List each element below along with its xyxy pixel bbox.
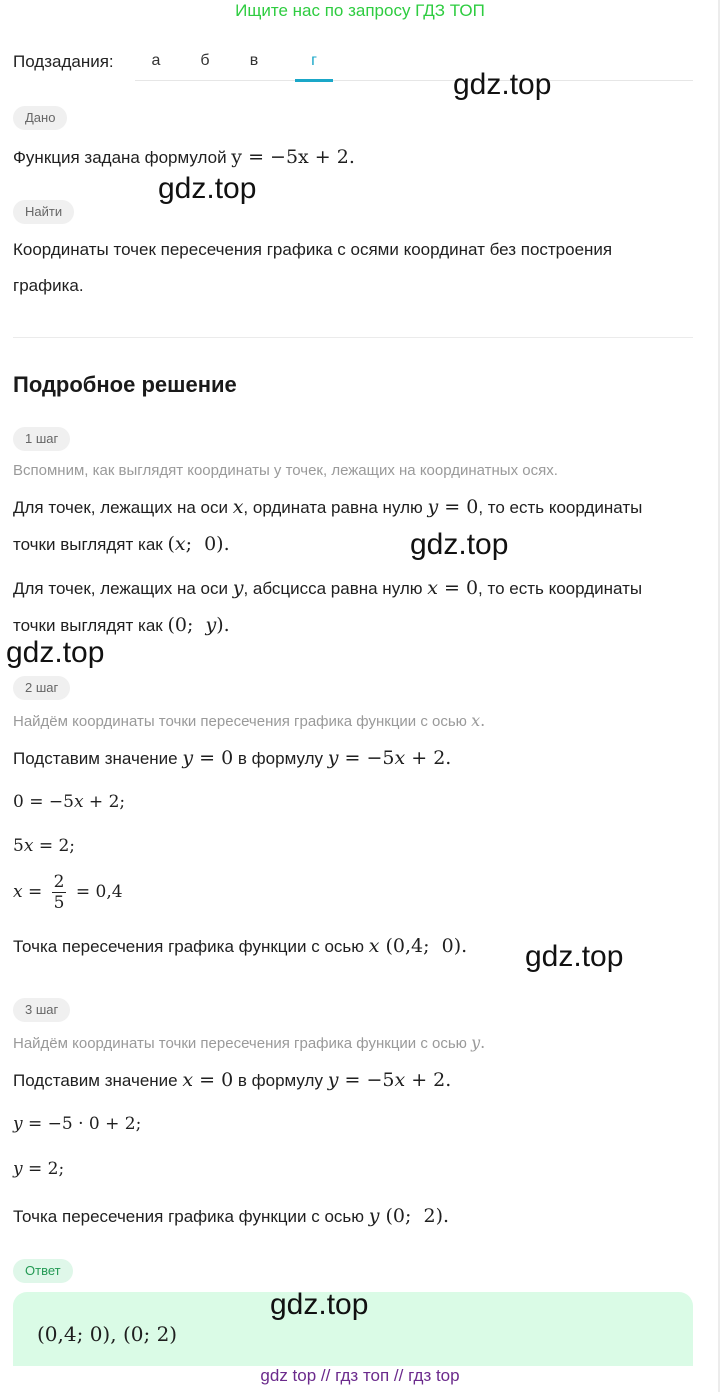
step-3-eq-1: y = −5 · 0 + 2; xyxy=(13,1114,142,1134)
text: , абсцисса равна нулю xyxy=(243,579,423,598)
watermark: gdz.top xyxy=(453,68,552,101)
watermark: gdz.top xyxy=(158,172,257,205)
text: , то есть координаты xyxy=(478,579,643,598)
watermark: gdz.top xyxy=(525,940,624,973)
text: , то есть координаты xyxy=(478,498,643,517)
step-1-p1-line2: точки выглядят как (x; 0). xyxy=(13,533,230,555)
subtasks-bar xyxy=(13,46,693,82)
given-line xyxy=(13,146,355,168)
step-2-eq-1: 0 = −5x + 2; xyxy=(13,792,126,812)
answer-value: (0,4; 0), (0; 2) xyxy=(37,1322,178,1346)
given-formula: y = −5x + 2. xyxy=(231,146,355,168)
text: в формулу xyxy=(237,749,323,768)
step-2-eq-2: 5x = 2; xyxy=(13,836,76,856)
tab-v[interactable]: в xyxy=(249,52,259,69)
text: Подставим значение xyxy=(13,1071,178,1090)
tab-b[interactable]: б xyxy=(200,52,210,69)
tab-g-label: г xyxy=(311,52,317,69)
step-2-result: Точка пересечения графика функции с осью x (0,4; 0). xyxy=(13,935,468,957)
step-2-substitute: Подставим значение y = 0 в формулу y = −5x + 2. xyxy=(13,747,452,769)
step-1-p1-line1: Для точек, лежащих на оси x, ордината равна нулю y = 0, то есть координаты xyxy=(13,496,643,518)
footer-links[interactable]: gdz top // гдз топ // гдз top xyxy=(260,1366,460,1385)
watermark: gdz.top xyxy=(410,528,509,561)
answer-pill: Ответ xyxy=(13,1259,73,1283)
active-tab-underline xyxy=(295,79,333,82)
text: в формулу xyxy=(237,1071,323,1090)
step-1-p2-line2: точки выглядят как (0; y). xyxy=(13,614,230,636)
tab-a[interactable]: а xyxy=(151,52,161,69)
text: Точка пересечения графика функции с осью xyxy=(13,1207,365,1226)
subtasks-label: Подзадания: xyxy=(13,52,114,71)
text: Для точек, лежащих на оси xyxy=(13,498,228,517)
find-line-1: Координаты точек пересечения графика с осями координат без построения xyxy=(13,240,613,259)
step-2-eq-3: x = $\frac{2}{5}$ = 0,4 xyxy=(13,872,123,913)
text: точки выглядят как xyxy=(13,616,163,635)
step-1-pill: 1 шаг xyxy=(13,427,70,451)
text: Подставим значение xyxy=(13,749,178,768)
solution-title: Подробное решение xyxy=(13,372,237,397)
given-pill: Дано xyxy=(13,106,67,130)
watermark: gdz.top xyxy=(270,1288,369,1321)
text: , ордината равна нулю xyxy=(243,498,423,517)
step-3-result: Точка пересечения графика функции с осью y (0; 2). xyxy=(13,1205,450,1227)
step-3-pill: 3 шаг xyxy=(13,998,70,1022)
step-2-hint: Найдём координаты точки пересечения графика функции с осью x. xyxy=(13,711,486,730)
text: Найдём координаты точки пересечения графика функции с осью xyxy=(13,713,467,730)
step-1-p2-line1: Для точек, лежащих на оси y, абсцисса равна нулю x = 0, то есть координаты xyxy=(13,577,643,599)
text: Найдём координаты точки пересечения графика функции с осью xyxy=(13,1035,467,1052)
given-text: Функция задана формулой xyxy=(13,148,227,167)
step-3-hint: Найдём координаты точки пересечения графика функции с осью y. xyxy=(13,1033,486,1052)
step-3-eq-2: y = 2; xyxy=(13,1159,65,1179)
tab-g[interactable] xyxy=(295,52,333,80)
find-line-2: графика. xyxy=(13,276,84,295)
step-2-pill: 2 шаг xyxy=(13,676,70,700)
subtask-tabs xyxy=(135,46,693,81)
step-3-substitute: Подставим значение x = 0 в формулу y = −5x + 2. xyxy=(13,1069,452,1091)
step-1-hint: Вспомним, как выглядят координаты у точек, лежащих на координатных осях. xyxy=(13,462,558,479)
watermark: gdz.top xyxy=(6,636,105,669)
section-divider xyxy=(13,337,693,338)
text: Точка пересечения графика функции с осью xyxy=(13,937,365,956)
search-banner[interactable]: Ищите нас по запросу ГДЗ ТОП xyxy=(235,1,485,20)
text: Для точек, лежащих на оси xyxy=(13,579,228,598)
find-pill: Найти xyxy=(13,200,74,224)
text: точки выглядят как xyxy=(13,535,163,554)
